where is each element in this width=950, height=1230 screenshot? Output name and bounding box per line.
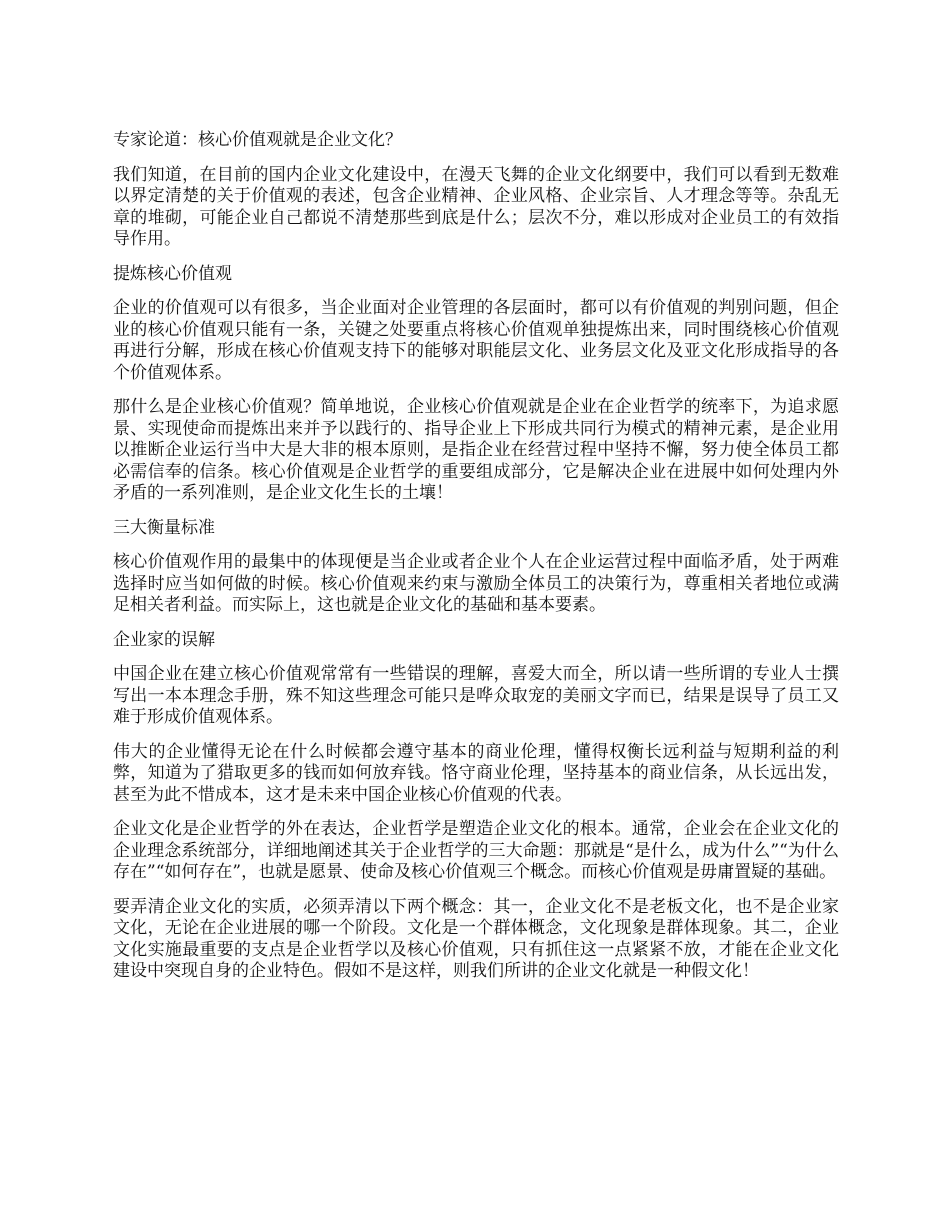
paragraph-intro: 我们知道，在目前的国内企业文化建设中，在漫天飞舞的企业文化纲要中，我们可以看到无数难以界定清楚的关于价值观的表述，包含企业精神、企业风格、企业宗旨、人才理念等等。杂乱无章的堆砌，可能企业自己都说不清楚那些到底是什么；层次不分，难以形成对企业员工的有效指导作用。 xyxy=(113,164,839,249)
section-heading-standards: 三大衡量标准 xyxy=(113,517,215,538)
document-page xyxy=(113,130,839,996)
section-heading-extract: 提炼核心价值观 xyxy=(113,263,232,284)
document-title: 专家论道：核心价值观就是企业文化？ xyxy=(113,130,402,150)
paragraph-extract-1: 企业的价值观可以有很多，当企业面对企业管理的各层面时，都可以有价值观的判别问题，但企业的核心价值观只能有一条，关键之处要重点将核心价值观单独提炼出来，同时围绕核心价值观再进行分解，形成在核心价值观支持下的能够对职能层文化、业务层文化及亚文化形成指导的各个价值观体系。 xyxy=(113,298,839,383)
section-heading-misunderstanding: 企业家的误解 xyxy=(113,629,215,650)
paragraph-standards: 核心价值观作用的最集中的体现便是当企业或者企业个人在企业运营过程中面临矛盾，处于两难选择时应当如何做的时候。核心价值观来约束与激励全体员工的决策行为，尊重相关者地位或满足相关者利益。而实际上，这也就是企业文化的基础和基本要素。 xyxy=(113,552,839,615)
paragraph-misunderstanding-1: 中国企业在建立核心价值观常常有一些错误的理解，喜爱大而全，所以请一些所谓的专业人士撰写出一本本理念手册，殊不知这些理念可能只是哗众取宠的美丽文字而已，结果是误导了员工又难于形成价值观体系。 xyxy=(113,664,839,727)
paragraph-extract-2: 那什么是企业核心价值观？简单地说，企业核心价值观就是企业在企业哲学的统率下，为追求愿景、实现使命而提炼出来并予以践行的、指导企业上下形成共同行为模式的精神元素，是企业用以推断企业运行当中大是大非的根本原则，是指企业在经营过程中坚持不懈，努力使全体员工都必需信奉的信条。核心价值观是企业哲学的重要组成部分，它是解决企业在进展中如何处理内外矛盾的一系列准则，是企业文化生长的土壤！ xyxy=(113,397,839,503)
paragraph-misunderstanding-4: 要弄清企业文化的实质，必须弄清以下两个概念：其一，企业文化不是老板文化，也不是企业家文化，无论在企业进展的哪一个阶段。文化是一个群体概念，文化现象是群体现象。其二，企业文化实施最重要的支点是企业哲学以及核心价值观，只有抓住这一点紧紧不放，才能在企业文化建设中突现自身的企业特色。假如不是这样，则我们所讲的企业文化就是一种假文化！ xyxy=(113,896,839,981)
paragraph-misunderstanding-3: 企业文化是企业哲学的外在表达，企业哲学是塑造企业文化的根本。通常，企业会在企业文化的企业理念系统部分，详细地阐述其关于企业哲学的三大命题：那就是“是什么，成为什么”“为什么存在”“如何存在”，也就是愿景、使命及核心价值观三个概念。而核心价值观是毋庸置疑的基础。 xyxy=(113,819,839,882)
paragraph-misunderstanding-2: 伟大的企业懂得无论在什么时候都会遵守基本的商业伦理，懂得权衡长远利益与短期利益的利弊，知道为了猎取更多的钱而如何放弃钱。恪守商业伦理，坚持基本的商业信条，从长远出发，甚至为此不惜成本，这才是未来中国企业核心价值观的代表。 xyxy=(113,741,839,805)
